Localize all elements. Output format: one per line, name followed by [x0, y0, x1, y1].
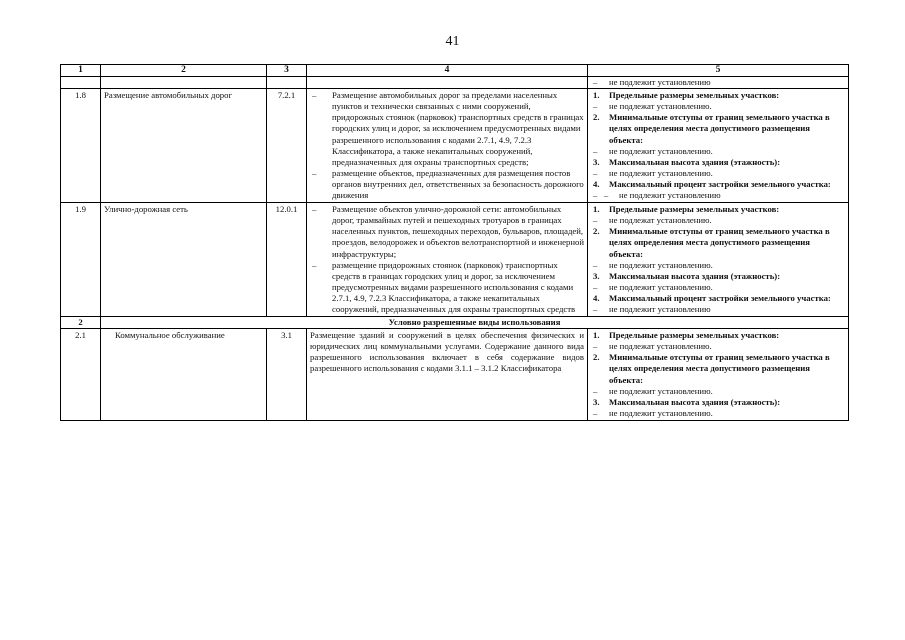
param-value: – не подлежит установлению.: [591, 260, 845, 271]
param-value: – не подлежит установлению.: [591, 282, 845, 293]
param-heading: 3. Максимальная высота здания (этажность):: [593, 270, 781, 281]
description-item: – размещение объектов, предназначенных для размещения постов органов внутренних дел, ответственных за безопасность дорожного движения: [310, 168, 584, 201]
section-row: [61, 317, 849, 329]
use-code: 7.2.1: [267, 89, 307, 203]
param-value: – не подлежит установлению.: [591, 146, 845, 157]
param-value: – не подлежит установлению.: [591, 168, 845, 179]
continuation-text: – не подлежит установлению: [591, 77, 845, 88]
use-code: 3.1: [267, 329, 307, 421]
param-heading: 4. Максимальный процент застройки земельного участка:: [593, 178, 831, 189]
use-description: [307, 203, 588, 317]
use-description: Размещение зданий и сооружений в целях обеспечения физических и юридических лиц коммунальными услугами. Содержание данного вида разрешенного использования включает в себя содержание видов разрешенного использования с кодами 3.1.1 – 3.1.2 Классификатора: [307, 329, 588, 421]
use-name: Коммунальное обслуживание: [101, 329, 267, 421]
param-heading: 1. Предельные размеры земельных участков:: [593, 90, 780, 101]
header-cell: 5: [588, 65, 849, 77]
header-cell: 2: [101, 65, 267, 77]
use-code: 12.0.1: [267, 203, 307, 317]
param-heading: 2. Минимальные отступы от границ земельного участка в целях определения места допустимого размещения объекта:: [593, 112, 830, 145]
param-heading: 2. Минимальные отступы от границ земельного участка в целях определения места допустимого размещения объекта:: [593, 352, 830, 385]
param-heading: 3. Максимальная высота здания (этажность):: [593, 156, 781, 167]
param-value: – не подлежат установлению.: [591, 101, 845, 112]
regulations-table: [60, 64, 849, 421]
row-number: 2.1: [61, 329, 101, 421]
page-number: 41: [445, 34, 460, 49]
use-name: Улично-дорожная сеть: [101, 203, 267, 317]
use-description: [307, 89, 588, 203]
param-value: – не подлежит установлению.: [591, 386, 845, 397]
row-number: 1.9: [61, 203, 101, 317]
use-name: Размещение автомобильных дорог: [101, 89, 267, 203]
table-row: [61, 203, 849, 317]
header-cell: 1: [61, 65, 101, 77]
param-value: – не подлежат установлению.: [591, 215, 845, 226]
description-item: – Размещение автомобильных дорог за пределами населенных пунктов и технически связанных с ними сооружений, придорожных стоянок (парковок) транспортных средств в границах городских улиц и дорог, за исключением предусмотренных видами разрешенного использования с кодами 2.7.1, 4.9, 7.2.3 Классификатора, а также некапитальных сооружений, предназначенных для охраны транспортных средств;: [310, 90, 584, 168]
param-heading: 1. Предельные размеры земельных участков:: [593, 330, 780, 341]
param-value: – не подлежит установлению: [591, 304, 845, 315]
description-item: – размещение придорожных стоянок (парковок) транспортных средств в границах городских улиц и дорог, за исключением предусмотренных видами разрешенного использования с кодами 2.7.1, 4.9, 7.2.3 Классификатора, а также некапитальных сооружений, предназначенных для охраны транспортных средств: [310, 260, 584, 315]
param-heading: 4. Максимальный процент застройки земельного участка:: [593, 292, 831, 303]
param-heading: 1. Предельные размеры земельных участков:: [593, 204, 780, 215]
parameters-cell: [588, 89, 849, 203]
parameters-cell: [588, 329, 849, 421]
row-number: 1.8: [61, 89, 101, 203]
header-cell: 3: [267, 65, 307, 77]
parameters-cell: [588, 203, 849, 317]
header-cell: 4: [307, 65, 588, 77]
description-item: – Размещение объектов улично-дорожной сети: автомобильных дорог, трамвайных путей и пешеходных тротуаров в границах населенных пунктов, пешеходных переходов, бульваров, площадей, проездов, велодорожек и объектов велотранспортной и инженерной инфраструктуры;: [310, 204, 584, 259]
table-row: [61, 89, 849, 203]
section-number: 2: [61, 317, 101, 329]
param-value: – не подлежит установлению.: [591, 408, 845, 419]
continuation-row: [61, 77, 849, 89]
table-row: [61, 329, 849, 421]
param-value: – не подлежат установлению.: [591, 341, 845, 352]
param-value: – – не подлежит установлению: [591, 190, 845, 201]
section-title: Условно разрешенные виды использования: [101, 317, 849, 329]
table-header-row: [61, 65, 849, 77]
param-heading: 2. Минимальные отступы от границ земельного участка в целях определения места допустимого размещения объекта:: [593, 226, 830, 259]
param-heading: 3. Максимальная высота здания (этажность):: [593, 396, 781, 407]
